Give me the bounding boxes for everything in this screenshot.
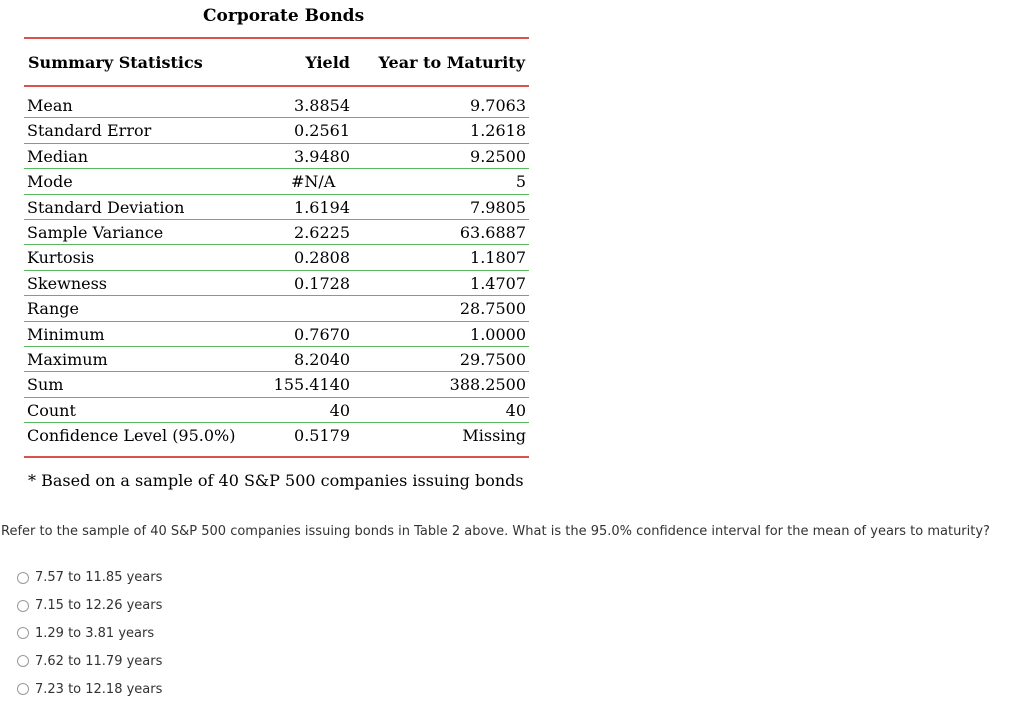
row-ytm: 7.9805 — [470, 197, 526, 217]
row-yield: 0.7670 — [294, 324, 350, 344]
row-yield: 0.2561 — [294, 121, 350, 141]
row-yield: 3.9480 — [294, 146, 350, 166]
row-label: Range — [27, 299, 79, 319]
row-yield: 0.5179 — [294, 426, 350, 446]
table-row — [24, 93, 529, 118]
table-row — [24, 169, 529, 194]
header-yield: Yield — [305, 53, 350, 72]
table-title: Corporate Bonds — [203, 6, 365, 26]
table-body — [24, 93, 529, 448]
row-yield: 2.6225 — [294, 222, 350, 242]
table-row — [24, 144, 529, 169]
table-header-row — [24, 39, 529, 85]
radio-button[interactable] — [17, 600, 29, 612]
row-ytm: 40 — [505, 400, 526, 420]
answer-option[interactable] — [17, 647, 162, 675]
row-label: Standard Error — [27, 121, 152, 141]
answer-option[interactable] — [17, 675, 162, 703]
answer-option-label: 7.57 to 11.85 years — [35, 570, 163, 586]
table-bottom-rule — [24, 456, 529, 458]
row-ytm: 388.2500 — [449, 375, 526, 395]
answer-option-label: 1.29 to 3.81 years — [35, 625, 155, 641]
radio-button[interactable] — [17, 655, 29, 667]
table-row — [24, 423, 529, 448]
row-label: Count — [27, 400, 76, 420]
table-row — [24, 347, 529, 372]
table-row — [24, 296, 529, 321]
row-label: Standard Deviation — [27, 197, 185, 217]
table-footnote: * Based on a sample of 40 S&P 500 companies issuing bonds — [28, 471, 524, 490]
table-row — [24, 118, 529, 143]
row-label: Sum — [27, 375, 64, 395]
table-row — [24, 195, 529, 220]
row-ytm: 1.1807 — [470, 248, 526, 268]
row-label: Mode — [27, 172, 73, 192]
table-row — [24, 372, 529, 397]
row-label: Minimum — [27, 324, 105, 344]
question-text: Refer to the sample of 40 S&P 500 companies issuing bonds in Table 2 above. What is the 95.0% confidence interval for the mean of years to maturity? — [1, 524, 990, 539]
answer-option-label: 7.62 to 11.79 years — [35, 653, 163, 669]
row-ytm: 9.2500 — [470, 146, 526, 166]
row-ytm: Missing — [462, 426, 526, 446]
summary-statistics-table — [24, 37, 529, 458]
row-ytm: 63.6887 — [459, 222, 526, 242]
table-row — [24, 271, 529, 296]
row-label: Maximum — [27, 349, 108, 369]
row-yield: 3.8854 — [294, 96, 350, 115]
row-yield: 0.2808 — [294, 248, 350, 268]
answer-options — [17, 564, 162, 703]
answer-option[interactable] — [17, 564, 162, 592]
table-header-rule — [24, 85, 529, 87]
row-ytm: 5 — [515, 172, 526, 192]
row-ytm: 28.7500 — [459, 299, 526, 319]
row-label: Kurtosis — [27, 248, 95, 268]
table-row — [24, 245, 529, 270]
row-yield: 40 — [329, 400, 350, 420]
header-year-to-maturity: Year to Maturity — [378, 53, 525, 72]
radio-button[interactable] — [17, 627, 29, 639]
row-yield: 8.2040 — [294, 349, 350, 369]
row-ytm: 1.2618 — [470, 121, 526, 141]
header-summary-statistics: Summary Statistics — [28, 53, 203, 72]
answer-option-label: 7.15 to 12.26 years — [35, 598, 163, 614]
row-ytm: 29.7500 — [459, 349, 526, 369]
radio-button[interactable] — [17, 683, 29, 695]
row-ytm: 9.7063 — [470, 96, 526, 115]
row-yield: 155.4140 — [273, 375, 350, 395]
row-label: Median — [27, 146, 89, 166]
row-ytm: 1.0000 — [470, 324, 526, 344]
row-yield: #N/A — [291, 172, 336, 192]
table-row — [24, 322, 529, 347]
answer-option[interactable] — [17, 592, 162, 620]
row-yield: 0.1728 — [294, 273, 350, 293]
radio-button[interactable] — [17, 572, 29, 584]
row-label: Confidence Level (95.0%) — [27, 426, 236, 446]
row-label: Sample Variance — [27, 222, 164, 242]
row-label: Mean — [27, 96, 73, 115]
table-row — [24, 220, 529, 245]
table-row — [24, 398, 529, 423]
answer-option-label: 7.23 to 12.18 years — [35, 681, 163, 697]
row-ytm: 1.4707 — [470, 273, 526, 293]
row-yield: 1.6194 — [294, 197, 350, 217]
answer-option[interactable] — [17, 620, 162, 648]
row-label: Skewness — [27, 273, 108, 293]
